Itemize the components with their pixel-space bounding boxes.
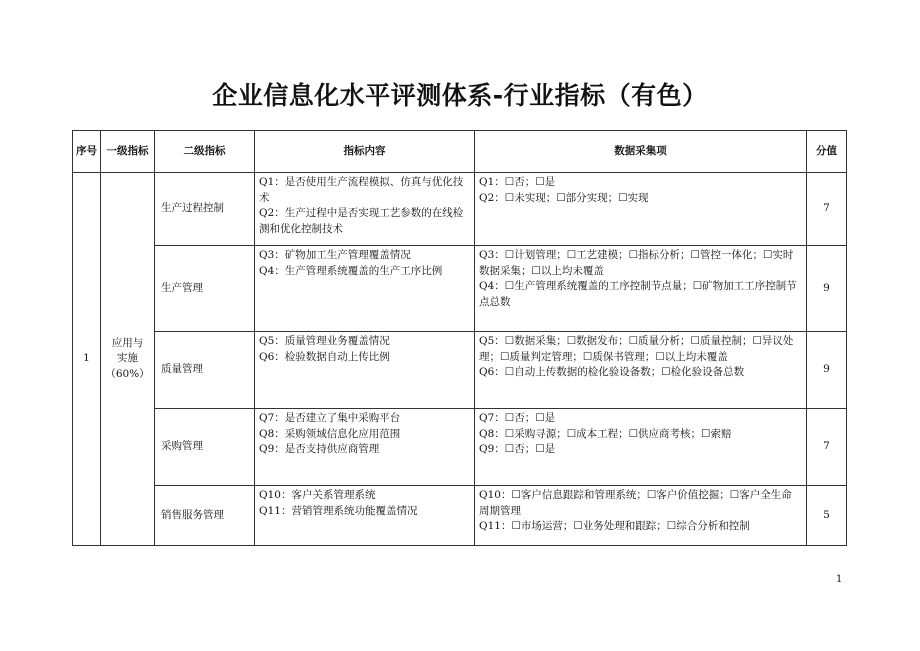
group-level1 [101, 173, 155, 546]
content-line: Q5：质量管理业务覆盖情况 [259, 335, 390, 347]
indicator-content [255, 486, 475, 546]
indicator-content [255, 409, 475, 486]
collect-items [475, 246, 807, 332]
collect-line: Q5：☐数据采集；☐数据发布；☐质量分析；☐质量控制；☐异议处理；☐质量判定管理；☐质保书管理；☐以上均未覆盖 [479, 335, 794, 363]
content-line: Q10：客户关系管理系统 [259, 489, 376, 501]
header-collect: 数据采集项 [475, 131, 807, 173]
table-header-row [73, 131, 847, 173]
level1-line: 实施 [117, 352, 138, 365]
collect-line: Q10：☐客户信息跟踪和管理系统；☐客户价值挖掘；☐客户全生命周期管理 [479, 489, 792, 517]
collect-line: Q4：☐生产管理系统覆盖的工序控制节点量；☐矿物加工工序控制节点总数 [479, 280, 797, 308]
page-number: 1 [836, 574, 843, 585]
level1-line: （60%） [105, 367, 150, 380]
collect-line: Q9：☐否；☐是 [479, 443, 556, 455]
content-line: Q1：是否使用生产流程模拟、仿真与优化技术 [259, 176, 464, 204]
table-row [73, 332, 847, 409]
level2-name: 生产过程控制 [155, 173, 255, 246]
table-row [73, 246, 847, 332]
level2-name: 采购管理 [155, 409, 255, 486]
collect-line: Q3：☐计划管理；☐工艺建模；☐指标分析；☐管控一体化；☐实时数据采集；☐以上均未覆盖 [479, 249, 794, 277]
header-level1: 一级指标 [101, 131, 155, 173]
indicator-content [255, 332, 475, 409]
table-row [73, 409, 847, 486]
content-line: Q9：是否支持供应商管理 [259, 443, 380, 455]
content-line: Q8：采购领域信息化应用范围 [259, 427, 401, 440]
collect-line: Q2：☐未实现；☐部分实现；☐实现 [479, 191, 649, 204]
collect-line: Q11：☐市场运营；☐业务处理和跟踪；☐综合分析和控制 [479, 520, 750, 532]
level2-name: 销售服务管理 [155, 486, 255, 546]
collect-line: Q6：☐自动上传数据的检化验设备数；☐检化验设备总数 [479, 366, 745, 378]
header-seq: 序号 [73, 131, 101, 173]
score-cell: 9 [807, 332, 847, 409]
content-line: Q3：矿物加工生产管理覆盖情况 [259, 249, 411, 261]
header-score: 分值 [807, 131, 847, 173]
page-title: 企业信息化水平评测体系-行业指标（有色） [212, 81, 708, 110]
indicator-content [255, 173, 475, 246]
level1-line: 应用与 [111, 336, 144, 349]
score-cell: 7 [807, 409, 847, 486]
level2-name: 生产管理 [155, 246, 255, 332]
header-content: 指标内容 [255, 131, 475, 173]
collect-line: Q1：☐否；☐是 [479, 176, 556, 188]
indicator-content [255, 246, 475, 332]
indicator-table [72, 130, 847, 546]
content-line: Q7：是否建立了集中采购平台 [259, 412, 401, 424]
score-cell: 5 [807, 486, 847, 546]
collect-items [475, 409, 807, 486]
content-line: Q2：生产过程中是否实现工艺参数的在线检测和优化控制技术 [259, 207, 464, 235]
collect-items [475, 486, 807, 546]
collect-items [475, 332, 807, 409]
collect-items [475, 173, 807, 246]
table-row [73, 173, 847, 246]
header-level2: 二级指标 [155, 131, 255, 173]
content-line: Q4：生产管理系统覆盖的生产工序比例 [259, 264, 443, 277]
level2-name: 质量管理 [155, 332, 255, 409]
collect-line: Q8：☐采购寻源；☐成本工程；☐供应商考核；☐索赔 [479, 427, 732, 440]
score-cell: 9 [807, 246, 847, 332]
collect-line: Q7：☐否；☐是 [479, 412, 556, 424]
table-row [73, 486, 847, 546]
group-seq: 1 [73, 173, 101, 546]
score-cell: 7 [807, 173, 847, 246]
content-line: Q6：检验数据自动上传比例 [259, 350, 390, 363]
content-line: Q11：营销管理系统功能覆盖情况 [259, 504, 418, 517]
